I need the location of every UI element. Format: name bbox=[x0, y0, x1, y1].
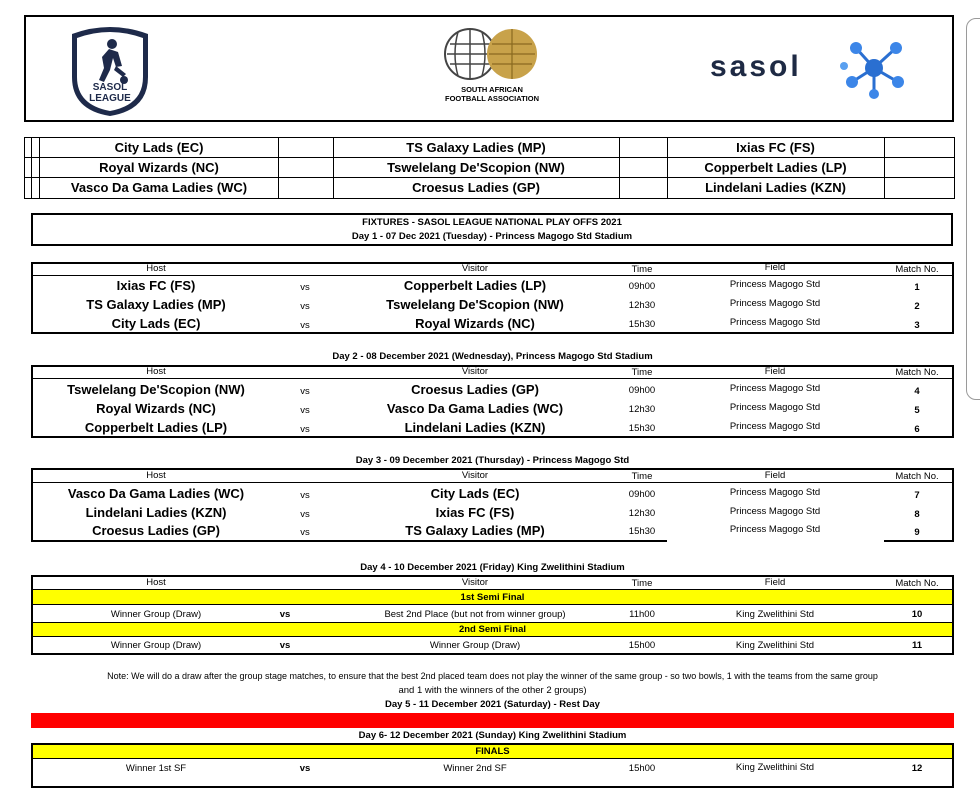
match-9-host: Croesus Ladies (GP) bbox=[92, 523, 220, 538]
match-6-field: Princess Magogo Std bbox=[729, 421, 821, 432]
match-8-time: 12h30 bbox=[628, 508, 656, 519]
match-8-visitor: Ixias FC (FS) bbox=[435, 505, 515, 520]
match-header: Match No. bbox=[895, 367, 939, 378]
group-a-team-1: City Lads (EC) bbox=[114, 140, 204, 155]
group-a-team-2: Royal Wizards (NC) bbox=[99, 160, 219, 175]
match-7-field: Princess Magogo Std bbox=[729, 487, 821, 498]
match-1-visitor: Copperbelt Ladies (LP) bbox=[403, 278, 547, 293]
day2-title: Day 2 - 08 December 2021 (Wednesday), Princess Magogo Std Stadium bbox=[332, 351, 653, 362]
match-10-number: 10 bbox=[911, 609, 923, 620]
match-10-visitor: Best 2nd Place (but not from winner group) bbox=[384, 609, 566, 620]
match-6-host: Copperbelt Ladies (LP) bbox=[84, 420, 228, 435]
match-8-vs: vs bbox=[300, 509, 310, 520]
match-2-number: 2 bbox=[914, 301, 920, 312]
match-10-host: Winner Group (Draw) bbox=[110, 609, 202, 620]
match-12-field: King Zwelithini Std bbox=[735, 762, 815, 773]
match-2-visitor: Tswelelang De'Scopion (NW) bbox=[386, 297, 564, 312]
match-header: Match No. bbox=[895, 264, 939, 275]
match-1-field: Princess Magogo Std bbox=[729, 279, 821, 290]
day1-title: Day 1 - 07 Dec 2021 (Tuesday) - Princess Magogo Std Stadium bbox=[351, 231, 633, 242]
match-10-vs: vs bbox=[279, 609, 291, 620]
match-7-time: 09h00 bbox=[628, 489, 656, 500]
field-header: Field bbox=[764, 577, 786, 588]
match-9-visitor: TS Galaxy Ladies (MP) bbox=[405, 523, 545, 538]
match-7-vs: vs bbox=[300, 490, 310, 501]
match-12-time: 15h00 bbox=[628, 763, 656, 774]
semi1-label: 1st Semi Final bbox=[460, 592, 525, 603]
match-8-field: Princess Magogo Std bbox=[729, 506, 821, 517]
match-12-number: 12 bbox=[911, 763, 923, 774]
match-1-time: 09h00 bbox=[628, 281, 656, 292]
match-7-visitor: City Lads (EC) bbox=[430, 486, 520, 501]
group-c-team-2: Copperbelt Ladies (LP) bbox=[704, 160, 847, 175]
match-1-number: 1 bbox=[914, 282, 920, 293]
day6-title: Day 6- 12 December 2021 (Sunday) King Zwelithini Stadium bbox=[358, 730, 627, 741]
match-5-field: Princess Magogo Std bbox=[729, 402, 821, 413]
field-header: Field bbox=[764, 470, 786, 481]
host-header: Host bbox=[146, 577, 166, 588]
match-6-visitor: Lindelani Ladies (KZN) bbox=[404, 420, 546, 435]
match-5-number: 5 bbox=[914, 405, 920, 416]
match-10-field: King Zwelithini Std bbox=[735, 609, 815, 620]
day4-title: Day 4 - 10 December 2021 (Friday) King Zwelithini Stadium bbox=[360, 562, 625, 573]
match-4-time: 09h00 bbox=[628, 385, 656, 396]
visitor-header: Visitor bbox=[461, 577, 489, 588]
match-12-host: Winner 1st SF bbox=[125, 763, 187, 774]
field-header: Field bbox=[764, 366, 786, 377]
side-panel bbox=[966, 18, 980, 400]
match-2-vs: vs bbox=[300, 301, 310, 312]
time-header: Time bbox=[631, 578, 653, 589]
finals-label: FINALS bbox=[475, 746, 510, 757]
match-3-time: 15h30 bbox=[628, 319, 656, 330]
match-12-vs: vs bbox=[299, 763, 311, 774]
match-4-host: Tswelelang De'Scopion (NW) bbox=[67, 382, 245, 397]
match-header: Match No. bbox=[895, 578, 939, 589]
fixtures-title: FIXTURES - SASOL LEAGUE NATIONAL PLAY OFFS 2021 bbox=[362, 217, 622, 228]
match-5-host: Royal Wizards (NC) bbox=[96, 401, 216, 416]
match-8-number: 8 bbox=[914, 509, 920, 520]
match-7-number: 7 bbox=[914, 490, 920, 501]
match-3-host: City Lads (EC) bbox=[111, 316, 201, 331]
match-11-vs: vs bbox=[279, 640, 291, 651]
group-b-team-1: TS Galaxy Ladies (MP) bbox=[406, 140, 546, 155]
safa-text-1: SOUTH AFRICAN bbox=[461, 85, 523, 94]
match-6-time: 15h30 bbox=[628, 423, 656, 434]
semi2-label: 2nd Semi Final bbox=[458, 624, 527, 635]
host-header: Host bbox=[146, 263, 166, 274]
field-header: Field bbox=[764, 262, 786, 273]
day5-title: Day 5 - 11 December 2021 (Saturday) - Rest Day bbox=[385, 699, 600, 710]
match-2-field: Princess Magogo Std bbox=[729, 298, 821, 309]
match-3-field: Princess Magogo Std bbox=[729, 317, 821, 328]
match-9-field: Princess Magogo Std bbox=[729, 524, 821, 535]
match-3-visitor: Royal Wizards (NC) bbox=[415, 316, 535, 331]
match-3-number: 3 bbox=[914, 320, 920, 331]
match-5-vs: vs bbox=[300, 405, 310, 416]
match-6-vs: vs bbox=[300, 424, 310, 435]
group-c-team-1: Ixias FC (FS) bbox=[736, 140, 815, 155]
visitor-header: Visitor bbox=[461, 366, 489, 377]
sasol-brand-logo: sasol bbox=[710, 50, 802, 83]
match-6-number: 6 bbox=[914, 424, 920, 435]
match-3-vs: vs bbox=[300, 320, 310, 331]
match-9-vs: vs bbox=[300, 527, 310, 538]
host-header: Host bbox=[146, 366, 166, 377]
match-4-field: Princess Magogo Std bbox=[729, 383, 821, 394]
match-9-time: 15h30 bbox=[628, 526, 656, 537]
match-8-host: Lindelani Ladies (KZN) bbox=[85, 505, 227, 520]
rest-day-bar bbox=[31, 713, 954, 728]
day3-title: Day 3 - 09 December 2021 (Thursday) - Princess Magogo Std bbox=[355, 455, 630, 466]
match-4-vs: vs bbox=[300, 386, 310, 397]
match-11-time: 15h00 bbox=[628, 640, 656, 651]
match-11-field: King Zwelithini Std bbox=[735, 640, 815, 651]
sasol-league-logo-text-2: LEAGUE bbox=[89, 93, 131, 104]
match-11-visitor: Winner Group (Draw) bbox=[429, 640, 521, 651]
match-1-vs: vs bbox=[300, 282, 310, 293]
draw-note-line-2: and 1 with the winners of the other 2 groups) bbox=[398, 685, 587, 696]
match-4-number: 4 bbox=[914, 386, 920, 397]
sasol-league-logo-text-1: SASOL bbox=[92, 82, 128, 93]
draw-note-line-1: Note: We will do a draw after the group stage matches, to ensure that the best 2nd placed team does not play the winner of the same group - so two bowls, 1 with the teams from the same group bbox=[107, 671, 878, 681]
match-7-host: Vasco Da Gama Ladies (WC) bbox=[67, 486, 245, 501]
match-2-time: 12h30 bbox=[628, 300, 656, 311]
sasol-molecule-icon bbox=[838, 38, 910, 100]
visitor-header: Visitor bbox=[461, 263, 489, 274]
time-header: Time bbox=[631, 264, 653, 275]
match-5-time: 12h30 bbox=[628, 404, 656, 415]
group-b-team-3: Croesus Ladies (GP) bbox=[412, 180, 540, 195]
match-12-visitor: Winner 2nd SF bbox=[443, 763, 507, 774]
match-9-number: 9 bbox=[914, 527, 920, 538]
group-b-team-2: Tswelelang De'Scopion (NW) bbox=[387, 160, 565, 175]
match-2-host: TS Galaxy Ladies (MP) bbox=[86, 297, 226, 312]
match-10-time: 11h00 bbox=[629, 609, 655, 620]
match-5-visitor: Vasco Da Gama Ladies (WC) bbox=[386, 401, 564, 416]
match-4-visitor: Croesus Ladies (GP) bbox=[411, 382, 539, 397]
safa-logo bbox=[440, 26, 544, 84]
host-header: Host bbox=[146, 470, 166, 481]
group-a-team-3: Vasco Da Gama Ladies (WC) bbox=[70, 180, 248, 195]
match-11-host: Winner Group (Draw) bbox=[110, 640, 202, 651]
time-header: Time bbox=[631, 367, 653, 378]
safa-text-2: FOOTBALL ASSOCIATION bbox=[444, 94, 540, 103]
visitor-header: Visitor bbox=[461, 470, 489, 481]
match-1-host: Ixias FC (FS) bbox=[116, 278, 196, 293]
time-header: Time bbox=[631, 471, 653, 482]
match-header: Match No. bbox=[895, 471, 939, 482]
match-11-number: 11 bbox=[911, 640, 923, 651]
group-c-team-3: Lindelani Ladies (KZN) bbox=[705, 180, 846, 195]
